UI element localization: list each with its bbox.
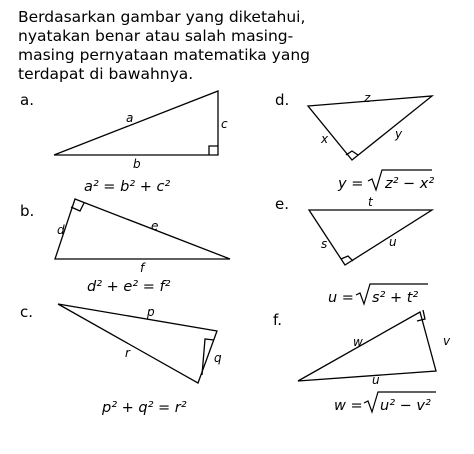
- equation-e-lhs: u =: [328, 290, 354, 306]
- triangle-a: [54, 91, 218, 155]
- side-label: a: [126, 111, 134, 125]
- side-label: b: [133, 157, 141, 171]
- triangle-e: [309, 210, 432, 265]
- side-label: u: [389, 235, 397, 249]
- side-label: y: [395, 127, 403, 141]
- side-label: x: [321, 132, 329, 146]
- equation-b: d² + e² = f²: [87, 279, 171, 295]
- equation-a: a² = b² + c²: [84, 179, 171, 195]
- instructions-line: Berdasarkan gambar yang diketahui,: [18, 8, 306, 26]
- equation-d-lhs: y =: [338, 176, 364, 192]
- right-angle-mark-e: [341, 256, 353, 261]
- equation-c: p² + q² = r²: [102, 400, 187, 416]
- triangle-d: [308, 96, 432, 160]
- side-label: q: [214, 351, 222, 365]
- problem-d-label: d.: [275, 91, 290, 109]
- equation-f-lhs: w =: [334, 398, 363, 414]
- instructions-line: nyatakan benar atau salah masing-: [18, 27, 294, 45]
- side-label: c: [221, 117, 228, 131]
- triangle-c: [58, 304, 217, 383]
- side-label: z: [364, 91, 371, 105]
- side-label: t: [368, 195, 373, 209]
- side-label: r: [125, 346, 130, 360]
- equation-e-radicand: s² + t²: [372, 290, 419, 306]
- problem-e-label: e.: [275, 195, 289, 213]
- side-label: f: [140, 261, 145, 275]
- side-label: d: [57, 223, 65, 237]
- instructions-line: masing pernyataan matematika yang: [18, 46, 311, 64]
- instructions-line: terdapat di bawahnya.: [18, 65, 194, 83]
- equation-f-radicand: u² − v²: [380, 398, 431, 414]
- right-angle-mark-d: [346, 151, 358, 155]
- problem-f-label: f.: [273, 311, 282, 329]
- side-label: e: [151, 219, 159, 233]
- side-label: s: [321, 237, 328, 251]
- side-label: w: [353, 335, 363, 349]
- side-label: v: [443, 334, 451, 348]
- problem-c-label: c.: [20, 303, 34, 321]
- side-label: p: [147, 305, 155, 319]
- right-angle-mark-a: [209, 146, 218, 155]
- equation-d-radicand: z² − x²: [385, 176, 435, 192]
- side-label: u: [372, 373, 380, 387]
- triangle-f: [298, 312, 436, 381]
- problem-b-label: b.: [20, 202, 35, 220]
- problem-a-label: a.: [20, 91, 34, 109]
